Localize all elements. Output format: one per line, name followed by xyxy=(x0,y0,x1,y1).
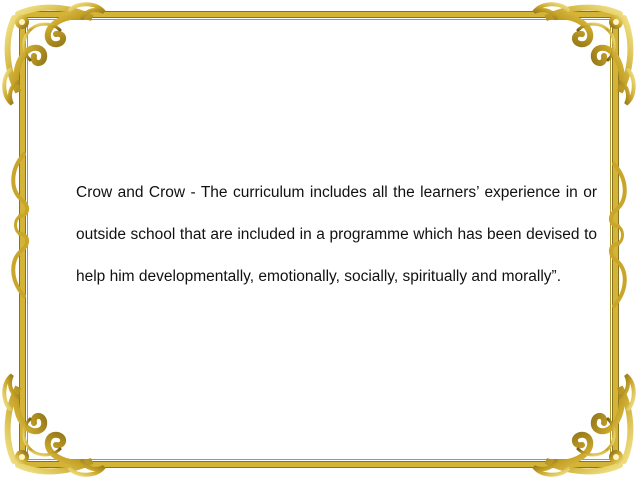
side-ornament-left-icon xyxy=(6,150,34,300)
corner-ornament-bottom-left-icon xyxy=(0,359,120,479)
corner-ornament-top-right-icon xyxy=(518,0,638,120)
corner-ornament-top-left-icon xyxy=(0,0,120,120)
corner-ornament-bottom-right-icon xyxy=(518,359,638,479)
side-ornament-right-icon xyxy=(604,160,632,310)
slide-body-text: Crow and Crow - The curriculum includes all the learners’ experience in or outside school that are included in a programme which has been devised to help him developmentally, emotionally, socially, spiritually and morally”. xyxy=(76,184,597,285)
